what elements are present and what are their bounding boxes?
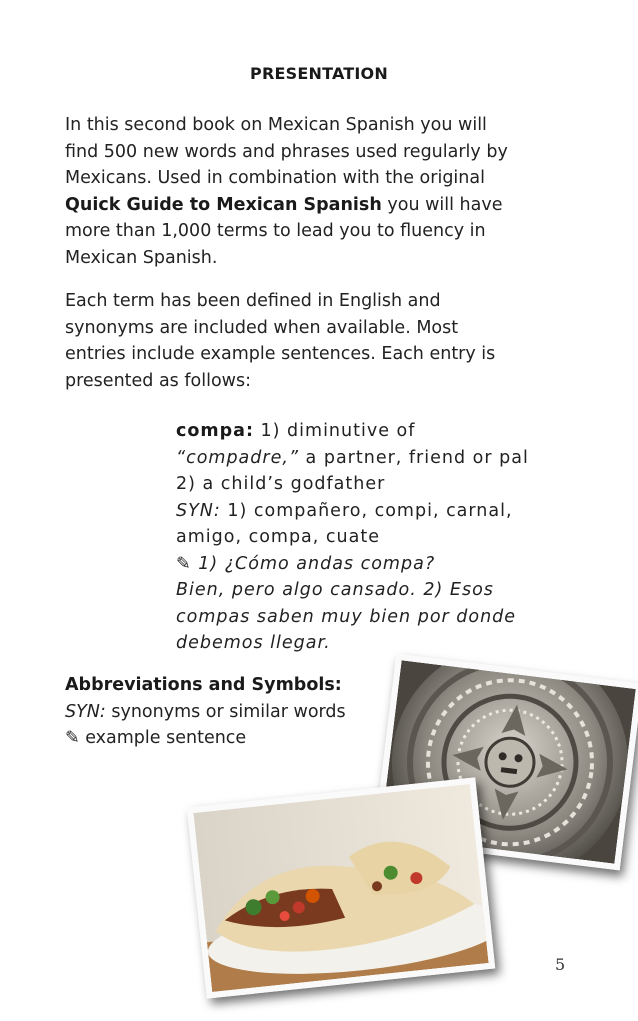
text-fragment: you will have (381, 194, 503, 215)
text-line: Mexicans. Used in combination with the original (65, 168, 485, 188)
example-line: compas saben muy bien por donde (176, 606, 517, 627)
abbr-line (65, 699, 395, 726)
intro-paragraph (65, 112, 585, 271)
text-line: presented as follows: (65, 370, 251, 391)
tacos-photo (187, 777, 495, 998)
example-line: debemos llegar. (176, 633, 331, 653)
page-number: 5 (555, 955, 566, 974)
syn-label: SYN: (176, 500, 221, 521)
page-title: PRESENTATION (250, 64, 388, 83)
text-fragment: 1) compañero, compi, carnal, (220, 500, 513, 521)
abbreviations-section (65, 672, 395, 752)
example-line: Bien, pero algo cansado. 2) Esos (176, 580, 494, 600)
text-fragment: “compadre,” (176, 447, 299, 468)
entry-line: amigo, compa, cuate (176, 527, 380, 547)
entry-line: 2) a child’s godfather (176, 474, 386, 494)
text-line: Each term has been defined in English and (65, 291, 441, 311)
book-title-bold: Quick Guide to Mexican Spanish (65, 194, 382, 215)
abbr-line: ✎ example sentence (65, 728, 247, 748)
text-line: more than 1,000 terms to lead you to fluency in (65, 221, 486, 241)
abbreviations-heading: Abbreviations and Symbols: (65, 675, 342, 695)
text-fragment: 1) diminutive of (253, 421, 416, 441)
entry-line (176, 418, 596, 445)
text-line: synonyms are included when available. Most (65, 317, 459, 338)
example-entry (176, 418, 596, 657)
text-line (65, 192, 585, 219)
entry-headword: compa: (176, 421, 254, 441)
entry-line (176, 498, 596, 525)
text-line: entries include example sentences. Each entry is (65, 344, 496, 364)
text-fragment: a partner, friend or pal (298, 447, 529, 468)
format-paragraph (65, 288, 585, 394)
example-line: ✎ 1) ¿Cómo andas compa? (176, 553, 436, 574)
text-line: Mexican Spanish. (65, 247, 218, 268)
syn-label: SYN: (65, 701, 106, 722)
text-line: In this second book on Mexican Spanish you will (65, 115, 487, 135)
text-line: find 500 new words and phrases used regularly by (65, 141, 508, 162)
text-fragment: synonyms or similar words (105, 701, 346, 722)
entry-line (176, 445, 596, 472)
